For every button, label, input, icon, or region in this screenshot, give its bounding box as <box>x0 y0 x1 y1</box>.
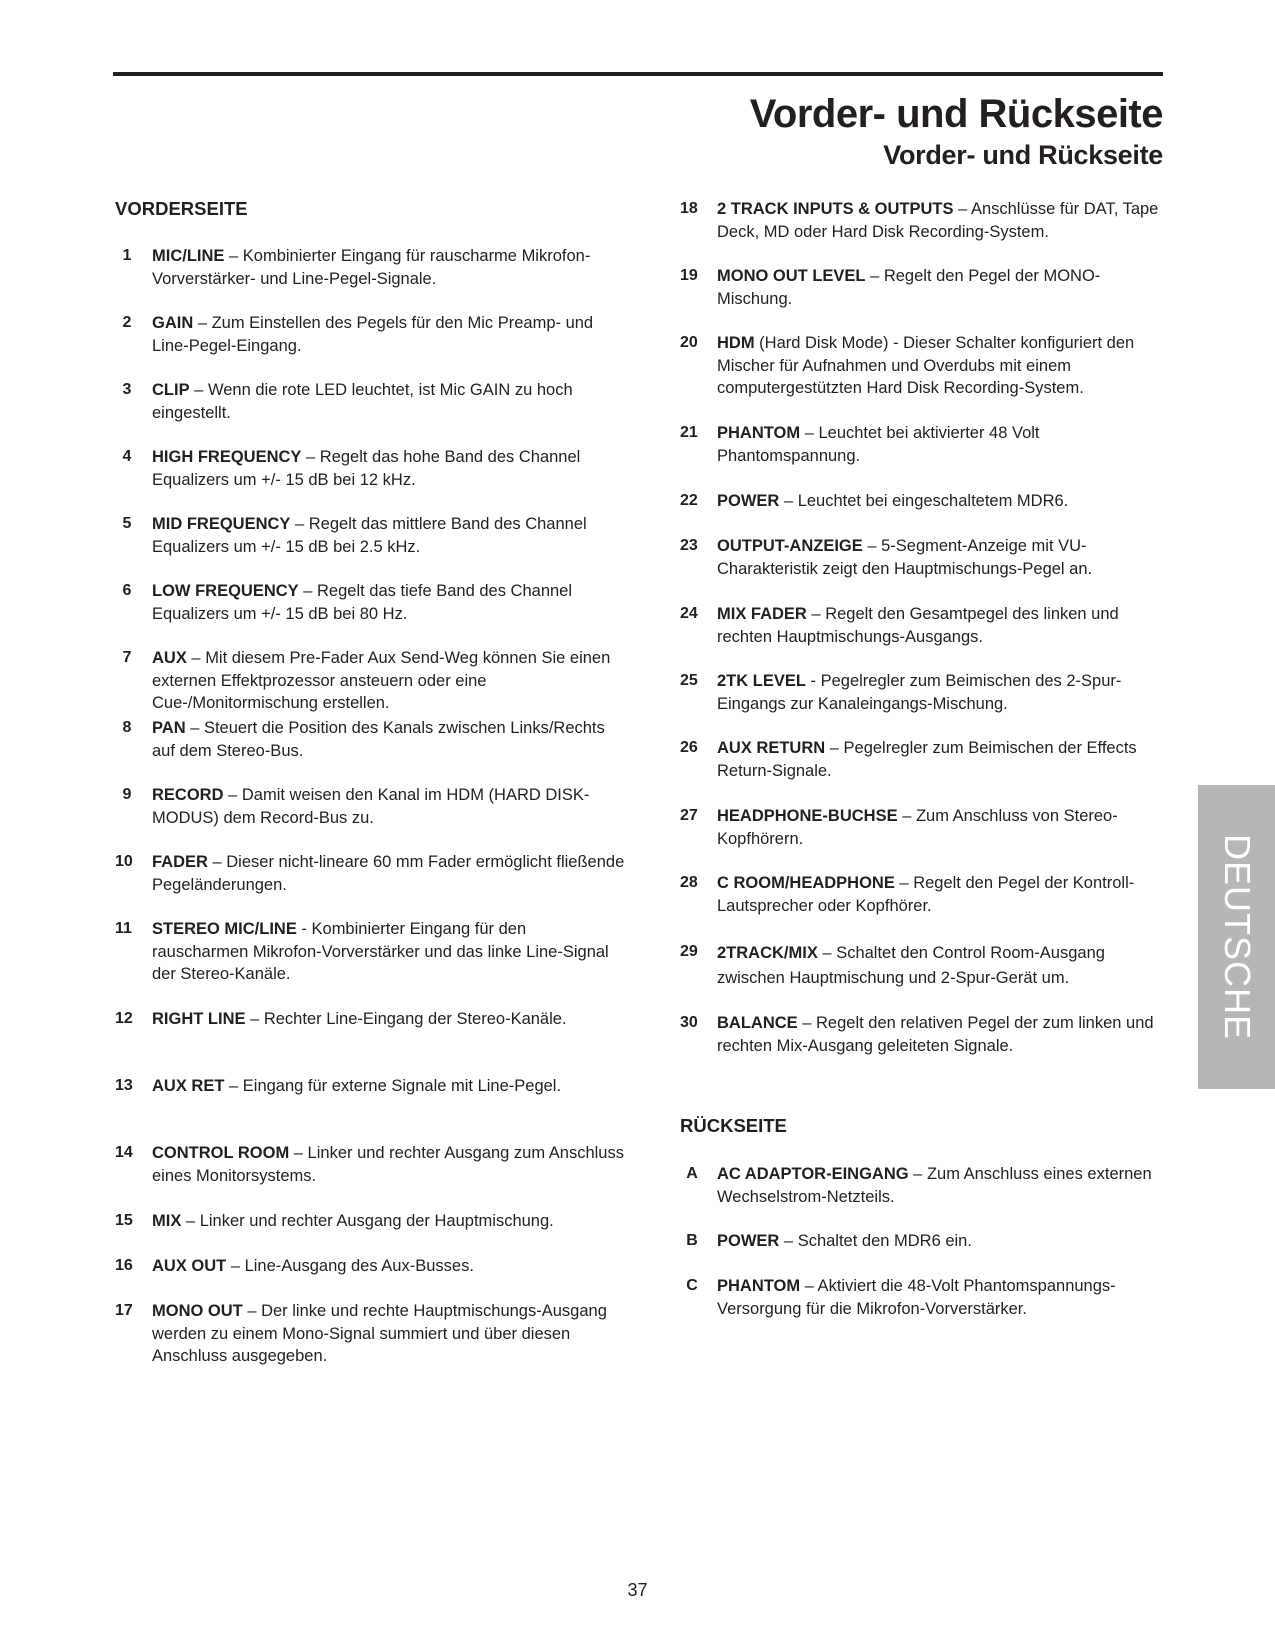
item-description: – Regelt den Gesamtpegel des linken und rechten Hauptmischungs-Ausgangs. <box>717 605 1119 646</box>
item-term: STEREO MIC/LINE <box>152 920 297 938</box>
item-letter: C <box>686 1277 698 1294</box>
item-description: – Anschlüsse für DAT, Tape Deck, MD oder Hard Disk Recording-System. <box>717 200 1159 241</box>
item-description: – Regelt den Pegel der Kontroll-Lautsprecher oder Kopfhörer. <box>717 874 1135 915</box>
list-item <box>115 851 625 896</box>
item-number: 3 <box>122 381 132 398</box>
item-term: PHANTOM <box>717 1277 801 1295</box>
item-term: CLIP <box>152 381 190 399</box>
item-term: MONO OUT LEVEL <box>717 267 866 285</box>
item-number: 22 <box>680 492 698 509</box>
list-item <box>115 446 625 491</box>
item-description: – Linker und rechter Ausgang zum Anschluss eines Monitorsystems. <box>152 1144 624 1185</box>
item-term: OUTPUT-ANZEIGE <box>717 537 863 555</box>
item-term: HDM <box>717 334 755 352</box>
list-item <box>115 245 625 290</box>
item-number: 27 <box>680 807 698 824</box>
item-description: – Zum Anschluss von Stereo-Kopfhörern. <box>717 807 1118 848</box>
item-description: – Regelt das mittlere Band des Channel Equalizers um +/- 15 dB bei 2.5 kHz. <box>152 515 587 556</box>
item-number: 24 <box>680 605 698 622</box>
item-term: POWER <box>717 492 780 510</box>
item-term: PAN <box>152 719 186 737</box>
item-number: 8 <box>122 719 132 736</box>
item-number: 10 <box>115 853 133 870</box>
list-item <box>115 580 625 625</box>
item-number: 7 <box>122 649 132 666</box>
page-subtitle: Vorder- und Rückseite <box>883 140 1163 170</box>
list-item <box>680 737 1170 782</box>
item-term: POWER <box>717 1232 780 1250</box>
item-number: 9 <box>122 786 132 803</box>
list-item <box>680 603 1170 648</box>
item-number: 18 <box>680 200 698 217</box>
page-title: Vorder- und Rückseite <box>749 92 1163 136</box>
list-item <box>680 1275 1170 1320</box>
item-number: 26 <box>680 739 698 756</box>
top-rule <box>113 72 1163 76</box>
item-term: AUX RETURN <box>717 739 826 757</box>
item-number: 23 <box>680 537 698 554</box>
list-item <box>115 784 625 829</box>
item-term: MIX FADER <box>717 605 807 623</box>
list-item <box>115 513 625 558</box>
item-term: AC ADAPTOR-EINGANG <box>717 1165 909 1183</box>
list-item <box>115 918 625 986</box>
item-description: – Zum Einstellen des Pegels für den Mic Preamp- und Line-Pegel-Eingang. <box>152 314 594 355</box>
list-item <box>115 1075 625 1098</box>
list-item <box>115 1255 625 1278</box>
item-description: – Line-Ausgang des Aux-Busses. <box>226 1257 474 1275</box>
list-item <box>680 1012 1170 1057</box>
item-term: MID FREQUENCY <box>152 515 291 533</box>
item-number: 1 <box>122 247 132 264</box>
item-number: 4 <box>122 448 132 465</box>
item-description: – Aktiviert die 48-Volt Phantomspannungs-Versorgung für die Mikrofon-Vorverstärker. <box>717 1277 1116 1318</box>
item-description: – Schaltet den Control Room-Ausgang zwischen Hauptmischung und 2-Spur-Gerät um. <box>717 944 1105 987</box>
item-number: 16 <box>115 1257 133 1274</box>
item-number: 30 <box>680 1014 698 1031</box>
list-item <box>680 670 1170 715</box>
list-item <box>680 872 1170 917</box>
section-heading-front: VORDERSEITE <box>115 198 248 219</box>
item-number: 2 <box>122 314 132 331</box>
item-term: FADER <box>152 853 208 871</box>
item-description: – Pegelregler zum Beimischen der Effects Return-Signale. <box>717 739 1137 780</box>
item-number: 17 <box>115 1302 133 1319</box>
list-item <box>680 1163 1170 1208</box>
item-description: – Regelt das hohe Band des Channel Equalizers um +/- 15 dB bei 12 kHz. <box>152 448 581 489</box>
section-heading-rear: RÜCKSEITE <box>680 1115 787 1136</box>
item-term: 2TRACK/MIX <box>717 944 818 962</box>
item-description: – Leuchtet bei aktivierter 48 Volt Phantomspannung. <box>717 424 1040 465</box>
item-number: 29 <box>680 943 698 960</box>
item-description: – Wenn die rote LED leuchtet, ist Mic GAIN zu hoch eingestellt. <box>152 381 573 422</box>
item-number: 19 <box>680 267 698 284</box>
item-number: 12 <box>115 1010 133 1027</box>
list-item <box>115 1300 625 1368</box>
list-item <box>115 717 625 762</box>
item-description: – Regelt den relativen Pegel der zum linken und rechten Mix-Ausgang geleiteten Signale. <box>717 1014 1154 1055</box>
item-description: – Regelt den Pegel der MONO-Mischung. <box>717 267 1101 308</box>
item-letter: B <box>686 1232 698 1249</box>
list-item <box>115 312 625 357</box>
item-description: – Schaltet den MDR6 ein. <box>779 1232 972 1250</box>
item-term: 2 TRACK INPUTS & OUTPUTS <box>717 200 954 218</box>
item-description: – 5-Segment-Anzeige mit VU-Charakteristik zeigt den Hauptmischungs-Pegel an. <box>717 537 1093 578</box>
list-item <box>680 941 1170 990</box>
list-item <box>680 805 1170 850</box>
item-term: MIX <box>152 1212 182 1230</box>
item-letter: A <box>686 1165 698 1182</box>
item-number: 13 <box>115 1077 133 1094</box>
item-term: PHANTOM <box>717 424 801 442</box>
item-term: AUX OUT <box>152 1257 227 1275</box>
item-number: 21 <box>680 424 698 441</box>
item-term: BALANCE <box>717 1014 798 1032</box>
list-item <box>680 490 1170 513</box>
item-term: GAIN <box>152 314 194 332</box>
item-description: – Leuchtet bei eingeschaltetem MDR6. <box>779 492 1069 510</box>
item-description: (Hard Disk Mode) - Dieser Schalter konfiguriert den Mischer für Aufnahmen und Overdubs mit einem computergestützten Hard Disk Recording-System. <box>717 334 1135 397</box>
item-number: 28 <box>680 874 698 891</box>
item-description: – Dieser nicht-lineare 60 mm Fader ermöglicht fließende Pegeländerungen. <box>152 853 625 894</box>
list-item <box>115 379 625 424</box>
item-number: 20 <box>680 334 698 351</box>
language-tab-label: DEUTSCHE <box>1216 833 1258 1041</box>
item-term: 2TK LEVEL <box>717 672 806 690</box>
list-item <box>680 535 1170 580</box>
item-description: – Linker und rechter Ausgang der Hauptmischung. <box>181 1212 554 1230</box>
item-number: 15 <box>115 1212 133 1229</box>
item-description: - Kombinierter Eingang für den rauscharmen Mikrofon-Vorverstärker und das linke Line-Signal der Stereo-Kanäle. <box>152 920 609 983</box>
item-description: – Eingang für externe Signale mit Line-Pegel. <box>224 1077 562 1095</box>
item-description: – Der linke und rechte Hauptmischungs-Ausgang werden zu einem Mono-Signal summiert und über diesen Anschluss ausgegeben. <box>152 1302 607 1365</box>
list-item <box>680 198 1170 243</box>
item-term: C ROOM/HEADPHONE <box>717 874 895 892</box>
list-item <box>680 422 1170 467</box>
list-item <box>680 1230 1170 1253</box>
list-item <box>115 1008 625 1031</box>
item-description: – Rechter Line-Eingang der Stereo-Kanäle. <box>245 1010 567 1028</box>
item-term: MONO OUT <box>152 1302 243 1320</box>
item-term: RECORD <box>152 786 224 804</box>
item-description: – Mit diesem Pre-Fader Aux Send-Weg können Sie einen externen Effektprozessor ansteuern oder eine Cue-/Monitormischung erstellen. <box>152 649 611 712</box>
item-term: RIGHT LINE <box>152 1010 246 1028</box>
page-number: 37 <box>627 1580 648 1600</box>
item-term: HEADPHONE-BUCHSE <box>717 807 898 825</box>
item-number: 5 <box>122 515 132 532</box>
list-item <box>680 265 1170 310</box>
item-description: – Kombinierter Eingang für rauscharme Mikrofon-Vorverstärker- und Line-Pegel-Signale. <box>152 247 591 288</box>
item-term: LOW FREQUENCY <box>152 582 299 600</box>
item-number: 6 <box>122 582 132 599</box>
item-number: 11 <box>115 920 132 937</box>
item-term: MIC/LINE <box>152 247 225 265</box>
item-term: AUX RET <box>152 1077 225 1095</box>
item-number: 14 <box>115 1144 133 1161</box>
list-item <box>115 1210 625 1233</box>
item-description: - Pegelregler zum Beimischen des 2-Spur-Eingangs zur Kanaleingangs-Mischung. <box>717 672 1122 713</box>
language-tab <box>1198 785 1275 1089</box>
list-item <box>115 1142 625 1187</box>
item-term: CONTROL ROOM <box>152 1144 290 1162</box>
item-description: – Damit weisen den Kanal im HDM (HARD DISK-MODUS) dem Record-Bus zu. <box>152 786 590 827</box>
list-item <box>680 332 1170 400</box>
item-number: 25 <box>680 672 698 689</box>
item-description: – Zum Anschluss eines externen Wechselstrom-Netzteils. <box>717 1165 1152 1206</box>
list-item <box>115 647 625 715</box>
item-description: – Regelt das tiefe Band des Channel Equalizers um +/- 15 dB bei 80 Hz. <box>152 582 573 623</box>
item-term: HIGH FREQUENCY <box>152 448 302 466</box>
item-description: – Steuert die Position des Kanals zwischen Links/Rechts auf dem Stereo-Bus. <box>152 719 605 760</box>
item-term: AUX <box>152 649 187 667</box>
